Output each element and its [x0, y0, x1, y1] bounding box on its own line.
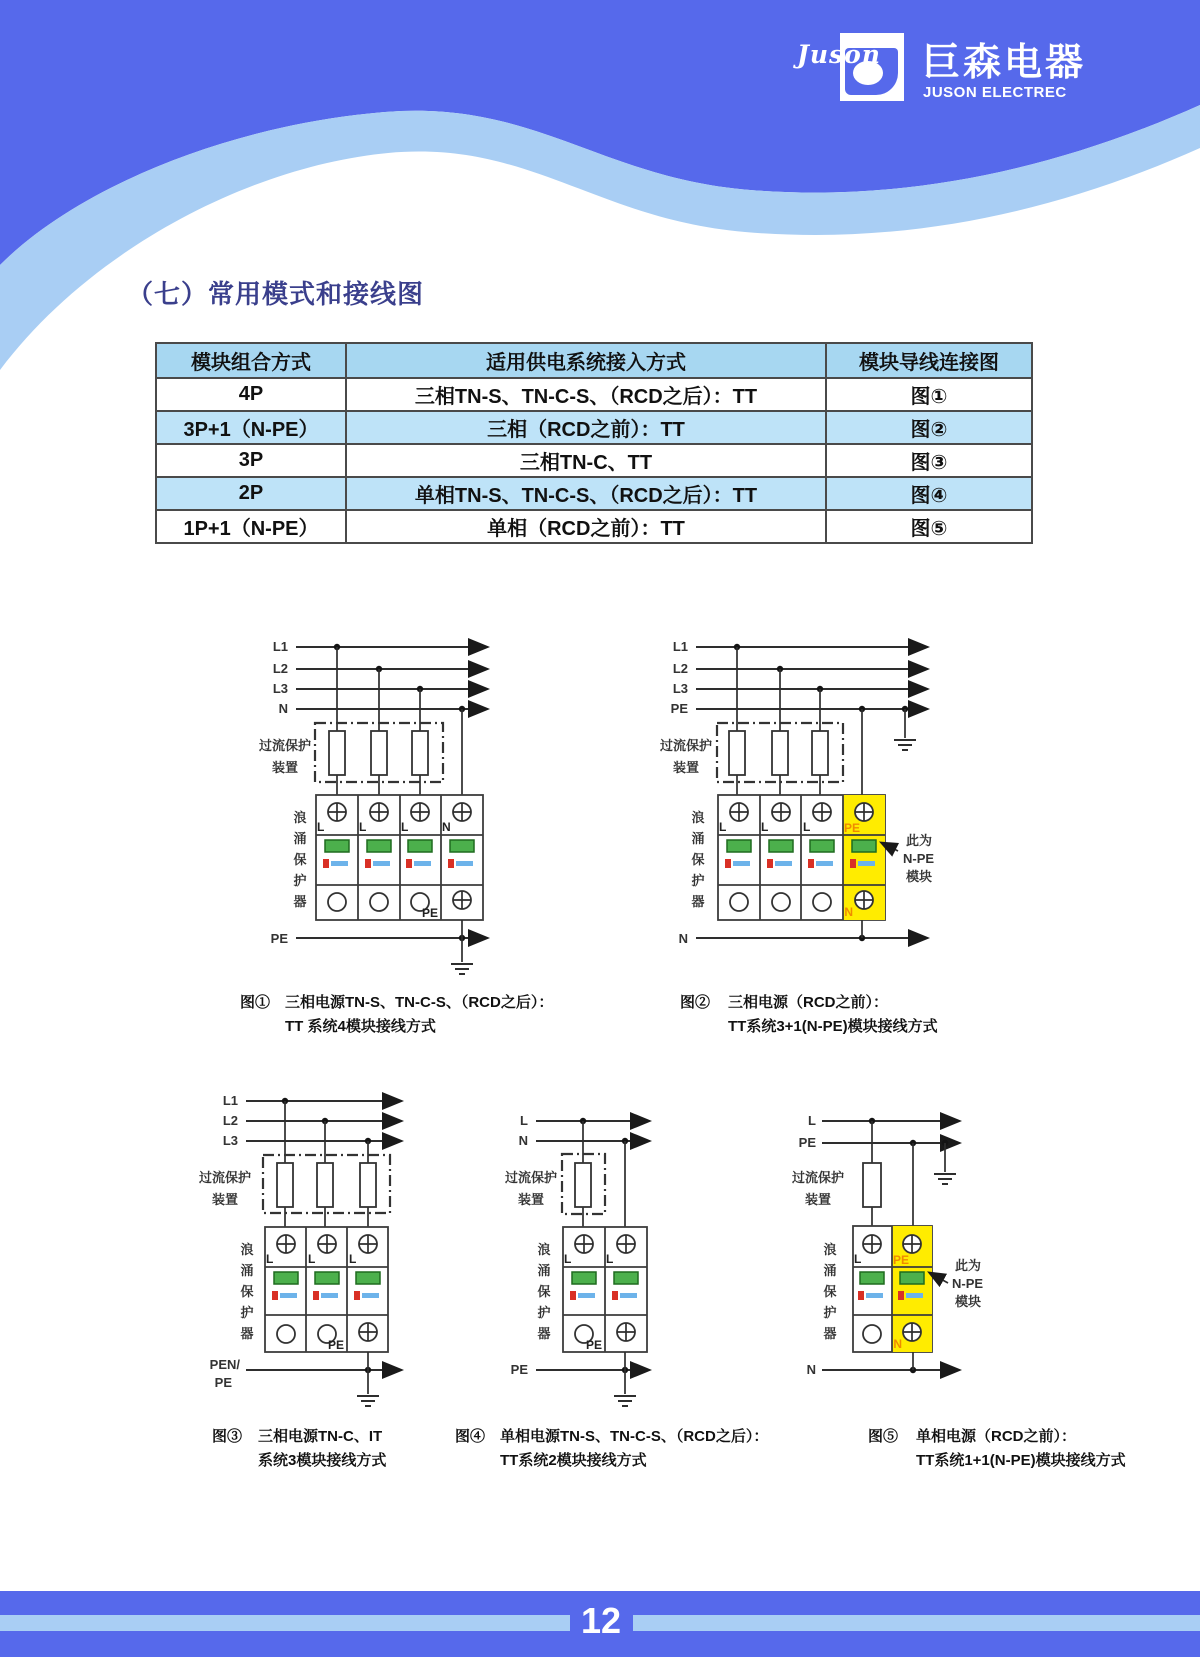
bus-label: L1 [222, 1093, 238, 1108]
npe-note: 模块 [906, 869, 933, 884]
bus-label: N [518, 1133, 528, 1148]
page-number: 12 [580, 1600, 622, 1641]
cell-system: 三相TN-S、TN-C-S、（RCD之后）：TT [346, 378, 826, 411]
module-label: L [266, 1252, 274, 1266]
spd-label: 护 [293, 873, 307, 888]
module-label: L [606, 1252, 614, 1266]
module-label: L [803, 820, 811, 834]
spd-label: 浪 [823, 1242, 837, 1257]
module-label: L [401, 820, 409, 834]
module-label: L [308, 1252, 316, 1266]
spd-label: 护 [240, 1305, 254, 1320]
header-cell-figure: 模块导线连接图 [826, 343, 1032, 378]
spd-label: 护 [537, 1305, 551, 1320]
module-label: L [564, 1252, 572, 1266]
figure-caption: 单相电源TN-S、TN-C-S、（RCD之后）： [500, 1428, 769, 1445]
spd-label: 护 [823, 1305, 837, 1320]
npe-note: 模块 [955, 1294, 982, 1309]
module-label: L [854, 1252, 862, 1266]
module-label: PE [844, 821, 861, 835]
bus-label: PEN/ [209, 1357, 240, 1372]
cell-mode: 3P+1（N-PE） [156, 411, 346, 444]
spd-label: 器 [691, 894, 705, 909]
spd-label: 涌 [823, 1263, 837, 1278]
figure-number: 图① [240, 994, 271, 1011]
header-cell-mode: 模块组合方式 [156, 343, 346, 378]
wiring-diagram-5 [792, 1113, 1126, 1469]
n-terminal-label: N [893, 1337, 902, 1351]
bus-label: L [520, 1113, 528, 1128]
cell-figure: 图② [826, 411, 1032, 444]
module-label: L [349, 1252, 357, 1266]
figure-number: 图⑤ [868, 1428, 899, 1445]
module-label: L [359, 820, 367, 834]
wiring-diagram-1 [240, 639, 553, 1035]
cell-system: 单相TN-S、TN-C-S、（RCD之后）：TT [346, 477, 826, 510]
brand-script-logo: Juson [797, 40, 881, 69]
bus-label: L1 [672, 639, 688, 654]
ocp-label: 过流保护 [791, 1170, 845, 1185]
cell-system: 三相TN-C、TT [346, 444, 826, 477]
spd-label: 器 [537, 1326, 551, 1341]
module-label: L [317, 820, 325, 834]
ocp-label: 装置 [211, 1192, 239, 1207]
spd-label: 浪 [240, 1242, 254, 1257]
ocp-label: 装置 [271, 760, 299, 775]
bus-label: N [806, 1362, 816, 1377]
section-title: （七）常用模式和接线图 [127, 279, 425, 309]
module-label: N [442, 820, 451, 834]
module-label: L [761, 820, 769, 834]
npe-note: N-PE [903, 851, 935, 866]
ocp-label: 装置 [517, 1192, 545, 1207]
bus-label: L1 [272, 639, 288, 654]
spd-label: 涌 [537, 1263, 551, 1278]
bus-label: N [678, 931, 688, 946]
spd-label: 保 [537, 1284, 551, 1299]
ocp-label: 过流保护 [504, 1170, 558, 1185]
figure-caption: 系统3模块接线方式 [258, 1452, 387, 1469]
cell-mode: 1P+1（N-PE） [156, 510, 346, 543]
bus-label: L3 [272, 681, 288, 696]
figure-caption: 三相电源TN-S、TN-C-S、（RCD之后）： [285, 994, 554, 1011]
bus-label: PE [270, 931, 288, 946]
cell-system: 三相（RCD之前）：TT [346, 411, 826, 444]
ocp-label: 装置 [672, 760, 700, 775]
pe-terminal-label: PE [585, 1338, 602, 1352]
figure-caption: TT 系统4模块接线方式 [285, 1018, 436, 1035]
spd-label: 保 [691, 852, 705, 867]
figure-number: 图④ [455, 1428, 486, 1445]
figure-caption: 三相电源TN-C、IT [258, 1428, 383, 1445]
n-terminal-label: N [844, 905, 853, 919]
footer-stripe-left [0, 1615, 570, 1631]
cell-mode: 2P [156, 477, 346, 510]
wiring-diagram-3 [199, 1093, 400, 1469]
header-cell-system: 适用供电系统接入方式 [346, 343, 826, 378]
figure-number: 图③ [212, 1428, 243, 1445]
footer-stripe-right [633, 1615, 1200, 1631]
figure-caption: TT系统2模块接线方式 [500, 1452, 647, 1469]
npe-note: 此为 [906, 833, 933, 848]
bus-label: L2 [672, 661, 688, 676]
figure-number: 图② [680, 994, 711, 1011]
spd-label: 保 [293, 852, 307, 867]
spd-label: 涌 [240, 1263, 254, 1278]
ocp-label: 过流保护 [198, 1170, 252, 1185]
spd-label: 器 [293, 894, 307, 909]
spd-label: 护 [691, 873, 705, 888]
spd-label: 浪 [293, 810, 307, 825]
spd-label: 器 [240, 1326, 254, 1341]
spd-label: 涌 [691, 831, 705, 846]
ocp-label: 装置 [804, 1192, 832, 1207]
pe-terminal-label: PE [327, 1338, 344, 1352]
bus-label: PE [510, 1362, 528, 1377]
spd-label: 保 [823, 1284, 837, 1299]
cell-figure: 图③ [826, 444, 1032, 477]
npe-note: 此为 [955, 1258, 982, 1273]
wiring-diagram-2 [660, 639, 938, 1035]
ocp-label: 过流保护 [258, 738, 312, 753]
brand-name-chinese: 巨森电器 [922, 42, 1087, 84]
bus-label: L [808, 1113, 816, 1128]
bus-label: L2 [272, 661, 288, 676]
ocp-label: 过流保护 [659, 738, 713, 753]
figure-caption: 三相电源（RCD之前）： [728, 994, 888, 1011]
footer-bar [0, 1591, 1200, 1657]
npe-note: N-PE [952, 1276, 984, 1291]
brand-name-english: JUSON ELECTREC [923, 84, 1067, 101]
cell-figure: 图⑤ [826, 510, 1032, 543]
bus-label: PE [670, 701, 688, 716]
figure-caption: 单相电源（RCD之前）： [916, 1428, 1076, 1445]
spd-label: 浪 [691, 810, 705, 825]
spd-label: 涌 [293, 831, 307, 846]
bus-label: L3 [222, 1133, 238, 1148]
bus-label: L3 [672, 681, 688, 696]
bus-label: N [278, 701, 288, 716]
bus-label: PE [214, 1375, 232, 1390]
spd-label: 浪 [537, 1242, 551, 1257]
cell-mode: 3P [156, 444, 346, 477]
cell-figure: 图① [826, 378, 1032, 411]
spd-label: 器 [823, 1326, 837, 1341]
module-label: PE [893, 1253, 910, 1267]
wiring-diagram-4 [455, 1113, 768, 1469]
cell-system: 单相（RCD之前）：TT [346, 510, 826, 543]
figure-caption: TT系统3+1(N-PE)模块接线方式 [728, 1018, 938, 1035]
figure-caption: TT系统1+1(N-PE)模块接线方式 [916, 1452, 1126, 1469]
spd-label: 保 [240, 1284, 254, 1299]
module-label: L [719, 820, 727, 834]
bus-label: L2 [222, 1113, 238, 1128]
pe-terminal-label: PE [421, 906, 438, 920]
cell-mode: 4P [156, 378, 346, 411]
bus-label: PE [798, 1135, 816, 1150]
cell-figure: 图④ [826, 477, 1032, 510]
